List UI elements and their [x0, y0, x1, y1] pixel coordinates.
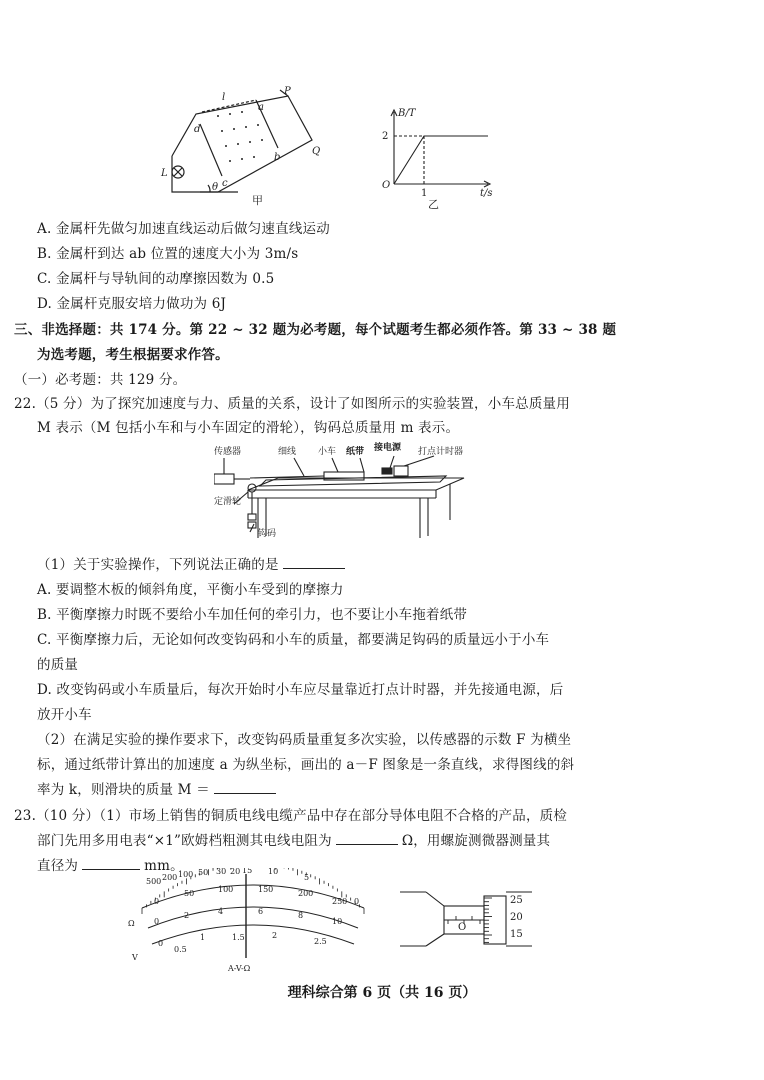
graph-origin: O: [382, 180, 391, 191]
label-L: L: [161, 168, 168, 179]
q22-part2-line2: 标，通过纸带计算出的加速度 a 为纵坐标，画出的 a－F 图象是一条直线，求得图线的斜: [37, 757, 575, 773]
q22-option-d2: 放开小车: [37, 707, 92, 723]
dc-tick-0: 0: [154, 897, 160, 906]
ac-tick-5: 2.5: [314, 937, 327, 946]
graph-xtick: 1: [421, 188, 428, 199]
ohm-tick-1: 200: [162, 873, 178, 882]
fig-cart: 小车: [318, 447, 337, 457]
label-Q: Q: [312, 146, 321, 157]
dc-tick-3: 150: [258, 885, 274, 894]
section3-line1: 三、非选择题：共 174 分。第 22 ~ 32 题为必考题，每个试题考生都必须作答。第 33 ~ 38 题: [14, 322, 617, 338]
label-theta: θ: [212, 182, 219, 193]
prev-option-a: A. 金属杆先做匀加速直线运动后做匀速直线运动: [37, 221, 330, 237]
q22-part1-row: [37, 553, 349, 573]
multimeter-dial: [128, 868, 378, 974]
label-d: d: [194, 124, 201, 135]
q23-line2b: Ω，用螺旋测微器测量其: [401, 833, 551, 849]
ac-tick-0: 0: [158, 939, 164, 948]
meter-v-symbol: V: [132, 953, 138, 962]
ohm-tick-8: 5: [304, 873, 310, 882]
q22-option-c2: 的质量: [37, 657, 79, 673]
fig-hook: 钩码: [258, 529, 277, 539]
fig-pulley: 定滑轮: [214, 497, 242, 507]
graph-xlabel: t/s: [480, 188, 493, 199]
ohm-tick-5: 20: [230, 868, 241, 876]
q22-part1-blank[interactable]: [283, 556, 345, 569]
bt-graph: [376, 106, 506, 210]
meter-units: A-V-Ω: [228, 964, 251, 973]
meter-omega-symbol: Ω: [128, 919, 135, 928]
q22-part2-row: [37, 778, 280, 798]
label-yi: 乙: [428, 198, 439, 210]
q22-intro2: M 表示（M 包括小车和与小车固定的滑轮），钩码总质量用 m 表示。: [37, 420, 460, 436]
mid-tick-2: 4: [218, 907, 224, 916]
dc-tick-2: 100: [218, 885, 234, 894]
dc-tick-4: 200: [298, 889, 314, 898]
dc-tick-1: 50: [184, 889, 195, 898]
section3-line2: 为选考题，考生根据要求作答。: [37, 347, 229, 363]
mic-tick-15: 15: [510, 929, 523, 940]
q22-option-c1: C. 平衡摩擦力后，无论如何改变钩码和小车的质量，都要满足钩码的质量远小于小车: [37, 632, 550, 648]
mic-tick-25: 25: [510, 895, 523, 906]
label-jia: 甲: [252, 194, 263, 206]
section3-sub: （一）必考题：共 129 分。: [14, 372, 187, 388]
mid-tick-1: 2: [184, 911, 190, 920]
label-l: l: [222, 92, 226, 103]
q23-line3b: mm。: [144, 858, 184, 874]
fig-timer: 打点计时器: [418, 447, 464, 457]
ac-tick-4: 2: [272, 931, 278, 940]
fig-sensor: 传感器: [214, 447, 242, 457]
prev-option-b: B. 金属杆到达 ab 位置的速度大小为 3m/s: [37, 246, 299, 262]
q22-option-a: A. 要调整木板的倾斜角度，平衡小车受到的摩擦力: [37, 582, 344, 598]
ohm-tick-3: 50: [198, 868, 209, 877]
mic-tick-20: 20: [510, 912, 523, 923]
graph-ytick: 2: [382, 131, 389, 142]
fig-power: 接电源: [374, 443, 402, 453]
q22-part2-line1: （2）在满足实验的操作要求下，改变钩码质量重复多次实验，以传感器的示数 F 为横坐: [37, 732, 572, 748]
mic-origin: O: [458, 922, 467, 933]
mid-tick-4: 8: [298, 911, 304, 920]
mid-tick-5: 10: [332, 917, 343, 926]
dc-tick-5: 250: [332, 897, 348, 906]
ohm-tick-2: 100: [178, 870, 194, 879]
label-c: c: [222, 178, 228, 189]
prev-option-d: D. 金属杆克服安培力做功为 6J: [37, 296, 227, 312]
ohm-tick-4: 30: [216, 868, 227, 876]
graph-ylabel: B/T: [398, 108, 416, 119]
page-footer: 理科综合第 6 页（共 16 页）: [287, 985, 477, 1001]
q22-part2-line3: 率为 k，则滑块的质量 M ＝: [37, 782, 210, 798]
label-a: a: [258, 102, 264, 113]
ac-tick-3: 1.5: [232, 933, 245, 942]
q23-line1: 23.（10 分）（1）市场上销售的铜质电线电缆产品中存在部分导体电阻不合格的产品，质检: [14, 808, 568, 824]
ac-tick-1: 0.5: [174, 945, 187, 954]
q23-line2a: 部门先用多用电表“×1”欧姆档粗测其电线电阻为: [37, 833, 332, 849]
q22-part2-blank[interactable]: [214, 781, 276, 794]
rail-circuit-figure: [160, 86, 340, 206]
label-P: P: [284, 86, 291, 97]
ac-tick-2: 1: [200, 933, 206, 942]
q23-line2: [37, 829, 550, 849]
label-b: b: [274, 152, 281, 163]
ohm-tick-7: 10: [268, 868, 279, 876]
mid-tick-3: 6: [258, 907, 264, 916]
ohm-tick-0: 500: [146, 877, 162, 886]
q22-option-d1: D. 改变钩码或小车质量后，每次开始时小车应尽量靠近打点计时器，并先接通电源，后: [37, 682, 564, 698]
fig-tape: 纸带: [346, 447, 365, 457]
q23-line3a: 直径为: [37, 858, 79, 874]
q23-resistance-blank[interactable]: [336, 832, 398, 845]
ohm-tick-9: 0: [354, 897, 360, 906]
fig-thread: 细线: [278, 447, 297, 457]
prev-option-c: C. 金属杆与导轨间的动摩擦因数为 0.5: [37, 271, 275, 287]
mid-tick-0: 0: [154, 917, 160, 926]
q22-part1: （1）关于实验操作，下列说法正确的是: [37, 557, 279, 573]
micrometer-figure: [400, 888, 560, 952]
q22-apparatus-figure: [214, 438, 474, 542]
ohm-tick-6: 15: [242, 868, 253, 875]
q22-intro1: 22.（5 分）为了探究加速度与力、质量的关系，设计了如图所示的实验装置，小车总质量用: [14, 396, 570, 412]
q22-option-b: B. 平衡摩擦力时既不要给小车加任何的牵引力，也不要让小车拖着纸带: [37, 607, 468, 623]
